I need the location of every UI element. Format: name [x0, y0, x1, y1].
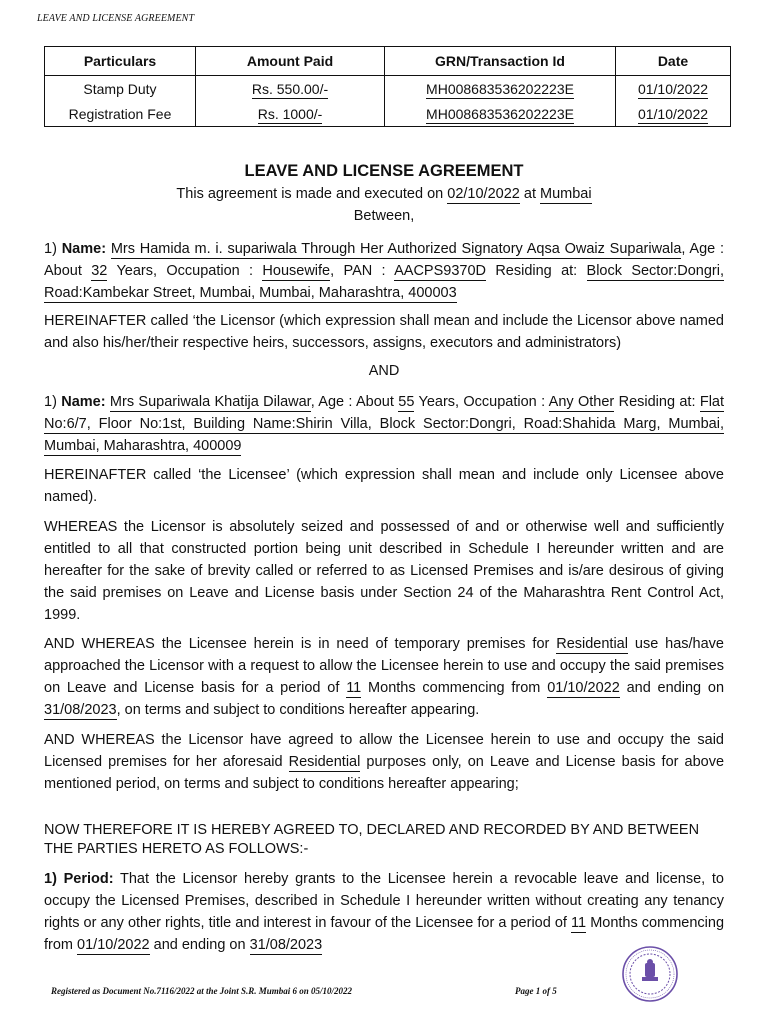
fee-table-header-row [45, 47, 731, 76]
purpose: Residential [288, 754, 361, 770]
document-title: LEAVE AND LICENSE AGREEMENT [244, 162, 524, 180]
end-date: 31/08/2023 [249, 937, 323, 953]
licensee-hereinafter: HEREINAFTER called ‘the Licensee’ (which expression shall mean and include only Licensee above named). [44, 467, 724, 505]
table-cell: Rs. 1000/- [196, 101, 385, 127]
licensor-address: Block Sector:Dongri, Road:Kambekar Street, Mumbai, Mumbai, Maharashtra, 400003 [44, 263, 724, 301]
column-header: Amount Paid [196, 47, 385, 76]
licensee-name: Mrs Supariwala Khatija Dilawar [109, 394, 311, 410]
end-date: 31/08/2023 [44, 702, 117, 718]
licensor-occupation: Housewife [262, 263, 331, 279]
period-months: 11 [571, 915, 587, 931]
licensor-hereinafter: HEREINAFTER called ‘the Licensor (which expression shall mean and include the Licensor above named and also his/her/their respective heirs, successors, assigns, executors and administrators) [44, 313, 724, 351]
intro-line: This agreement is made and executed on 02/10/2022 at Mumbai [176, 186, 592, 202]
licensee-details: 1) Name: Mrs Supariwala Khatija Dilawar, Age : About 55 Years, Occupation : Any Other Residing at: Flat No:6/7, Floor No:1st, Building Name:Shirin Villa, Block Sector:Dongri, Road:Shahida Marg, Mumbai, Mumbai, Maharashtra, 400009 [44, 394, 725, 454]
table-cell: Stamp Duty [45, 76, 196, 102]
running-header: LEAVE AND LICENSE AGREEMENT [37, 13, 195, 24]
and-separator: AND [368, 363, 400, 379]
registration-footer: Registered as Document No.7116/2022 at the Joint S.R. Mumbai 6 on 05/10/2022 [51, 986, 353, 996]
period-months: 11 [346, 680, 362, 696]
licensor-details: 1) Name: Mrs Hamida m. i. supariwala Through Her Authorized Signatory Aqsa Owaiz Supariwala, Age : About 32 Years, Occupation : Housewife, PAN : AACPS9370D Residing at: Block Sector:Dongri, Road:Kambekar Street, Mumbai, Mumbai, Maharashtra, 400003 [44, 241, 725, 301]
table-cell: MH008683536202223E [385, 76, 616, 102]
emblem-seal-icon [621, 945, 679, 1003]
table-row [45, 101, 731, 127]
licensee-age: 55 [398, 394, 415, 410]
whereas-clause-1: WHEREAS the Licensor is absolutely seized and possessed of and or otherwise well and sufficiently entitled to all that constructed portion being unit described in Schedule I hereunder written and are hereafter for the sake of brevity called or referred to as Licensed Premises and is/are desirous of giving the said premises on Leave and License basis under Section 24 of the Maharashtra Rent Control Act, 1999. [44, 519, 724, 623]
column-header: GRN/Transaction Id [385, 47, 616, 76]
licensee-address: Flat No:6/7, Floor No:1st, Building Name:Shirin Villa, Block Sector:Dongri, Road:Shahida Marg, Mumbai, Mumbai, Maharashtra, 400009 [44, 394, 725, 454]
execution-place: Mumbai [540, 186, 592, 202]
licensee-occupation: Any Other [548, 394, 615, 410]
start-date: 01/10/2022 [547, 680, 620, 696]
whereas-clause-2: AND WHEREAS the Licensee herein is in need of temporary premises for Residential use has/have approached the Licensor with a request to allow the Licensee herein to use and occupy the said premises on Leave and License basis for a period of 11 Months commencing from 01/10/2022 and ending on 31/08/2023, on terms and subject to conditions hereafter appearing. [44, 636, 725, 718]
table-cell: Registration Fee [45, 101, 196, 127]
between-line: Between, [353, 208, 415, 224]
purpose: Residential [556, 636, 628, 652]
table-cell: Rs. 550.00/- [196, 76, 385, 102]
fee-table [44, 46, 731, 127]
now-therefore-clause: NOW THEREFORE IT IS HEREBY AGREED TO, DECLARED AND RECORDED BY AND BETWEEN THE PARTIES HERETO AS FOLLOWS:- [44, 822, 700, 857]
table-row [45, 76, 731, 102]
licensor-pan: AACPS9370D [394, 263, 486, 279]
column-header: Date [616, 47, 731, 76]
licensor-name: Mrs Hamida m. i. supariwala Through Her Authorized Signatory Aqsa Owaiz Supariwala [110, 241, 682, 257]
column-header: Particulars [45, 47, 196, 76]
table-cell: 01/10/2022 [616, 76, 731, 102]
execution-date: 02/10/2022 [447, 186, 520, 202]
period-clause: 1) Period: That the Licensor hereby grants to the Licensee herein a revocable leave and license, to occupy the Licensed Premises, described in Schedule I hereunder written without creating any tenancy rights or any other rights, title and interest in favour of the Licensee for a period of 11 Months commencing from 01/10/2022 and ending on 31/08/2023 [44, 871, 725, 953]
licensor-age: 32 [91, 263, 108, 279]
whereas-clause-3: AND WHEREAS the Licensor have agreed to allow the Licensee herein to use and occupy the said Licensed premises for her aforesaid Residential purposes only, on Leave and License basis for above mentioned period, on terms and subject to conditions hereafter appearing; [44, 732, 725, 792]
page-number: Page 1 of 5 [515, 986, 557, 996]
start-date: 01/10/2022 [77, 937, 150, 953]
table-cell: 01/10/2022 [616, 101, 731, 127]
table-cell: MH008683536202223E [385, 101, 616, 127]
